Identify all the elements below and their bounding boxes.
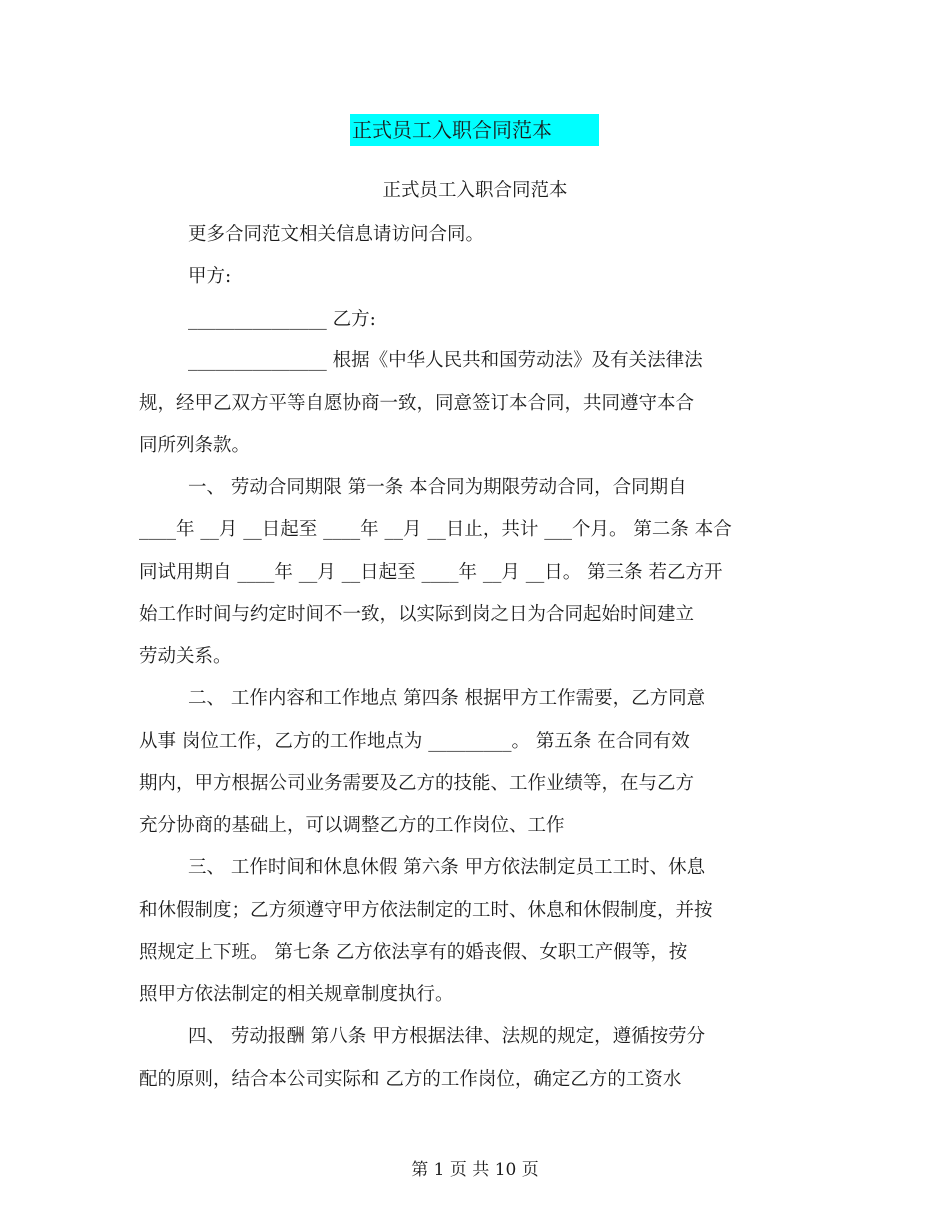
document-subtitle: 正式员工入职合同范本 [382, 180, 568, 201]
section1-line: 同试用期自 ____年 __月 __日起至 ____年 __月 __日。 第三条 若乙方开 [139, 562, 723, 583]
section4-line: 配的原则，结合本公司实际和 乙方的工作岗位，确定乙方的工资水 [139, 1069, 682, 1090]
preamble-line: _______________ 根据《中华人民共和国劳动法》及有关法律法 [188, 350, 703, 371]
party-a-label: 甲方: [188, 266, 232, 287]
document-title: 正式员工入职合同范本 [350, 114, 599, 146]
section1-line: ____年 __月 __日起至 ____年 __月 __日止，共计 ___个月。 第二条 本合 [139, 519, 732, 540]
preamble-line: 规，经甲乙双方平等自愿协商一致，同意签订本合同，共同遵守本合 [139, 393, 695, 414]
section2-line: 从事 岗位工作，乙方的工作地点为 _________。 第五条 在合同有效 [139, 731, 690, 752]
intro-line: 更多合同范文相关信息请访问合同。 [188, 224, 485, 245]
section2-line: 充分协商的基础上，可以调整乙方的工作岗位、工作 [139, 815, 565, 836]
section2-line: 二、 工作内容和工作地点 第四条 根据甲方工作需要，乙方同意 [188, 688, 706, 709]
section1-line: 一、 劳动合同期限 第一条 本合同为期限劳动合同，合同期自 [188, 477, 687, 498]
party-b-label: _______________ 乙方: [188, 309, 376, 330]
section3-line: 和休假制度；乙方须遵守甲方依法制定的工时、休息和休假制度，并按 [139, 900, 713, 921]
section2-line: 期内，甲方根据公司业务需要及乙方的技能、工作业绩等，在与乙方 [139, 773, 695, 794]
page-footer: 第 1 页 共 10 页 [411, 1160, 539, 1180]
section1-line: 始工作时间与约定时间不一致，以实际到岗之日为合同起始时间建立 [139, 604, 695, 625]
section4-line: 四、 劳动报酬 第八条 甲方根据法律、法规的规定，遵循按劳分 [188, 1026, 706, 1047]
section3-line: 照规定上下班。 第七条 乙方依法享有的婚丧假、女职工产假等，按 [139, 942, 688, 963]
section3-line: 照甲方依法制定的相关规章制度执行。 [139, 984, 454, 1005]
section1-line: 劳动关系。 [139, 646, 232, 667]
section3-line: 三、 工作时间和休息休假 第六条 甲方依法制定员工工时、休息 [188, 857, 706, 878]
preamble-line: 同所列条款。 [139, 435, 251, 456]
